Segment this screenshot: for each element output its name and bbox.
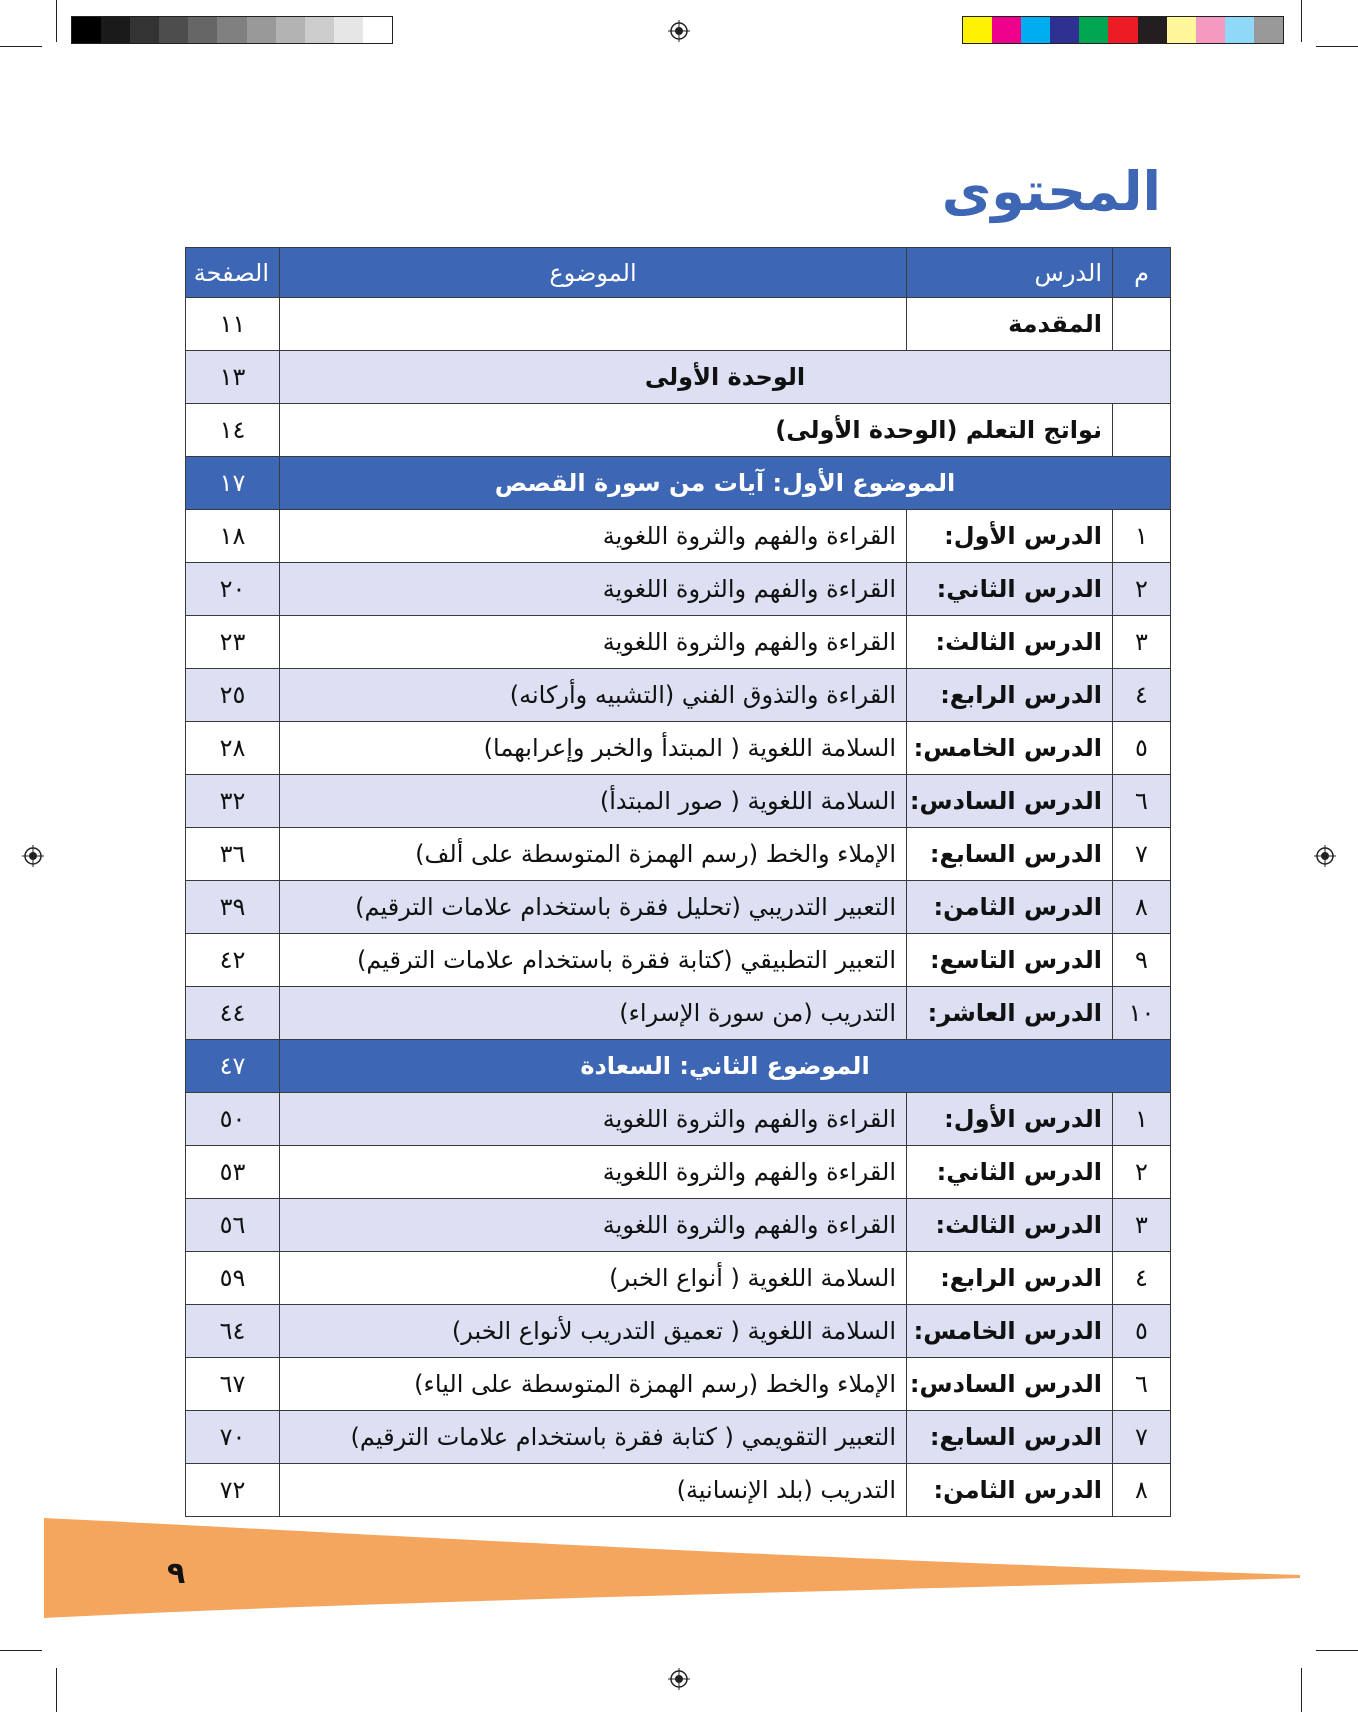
table-row (186, 404, 1171, 457)
lesson-name: الدرس الأول: (907, 510, 1113, 563)
page-ref: ٥٩ (186, 1252, 280, 1305)
lesson-name: الدرس الخامس: (907, 1305, 1113, 1358)
page-ref: ٣٢ (186, 775, 280, 828)
table-row (186, 1199, 1171, 1252)
page-number: ٩ (167, 1556, 186, 1591)
lesson-name: المقدمة (907, 298, 1113, 351)
lesson-name: الدرس الثاني: (907, 1146, 1113, 1199)
lesson-topic: السلامة اللغوية ( أنواع الخبر) (280, 1252, 907, 1305)
table-row (186, 828, 1171, 881)
table-row (186, 1093, 1171, 1146)
lesson-name: الدرس الخامس: (907, 722, 1113, 775)
page-ref: ٣٩ (186, 881, 280, 934)
lesson-name: الدرس السادس: (907, 1358, 1113, 1411)
lesson-topic: الإملاء والخط (رسم الهمزة المتوسطة على ألف) (280, 828, 907, 881)
lesson-name: الدرس العاشر: (907, 987, 1113, 1040)
table-row (186, 987, 1171, 1040)
contents-table (185, 247, 1171, 1517)
lesson-topic: التعبير التقويمي ( كتابة فقرة باستخدام علامات الترقيم) (280, 1411, 907, 1464)
page-ref: ٣٦ (186, 828, 280, 881)
page-ref: ٢٠ (186, 563, 280, 616)
lesson-name: الدرس السادس: (907, 775, 1113, 828)
page-ref: ٥٠ (186, 1093, 280, 1146)
lesson-topic: القراءة والفهم والثروة اللغوية (280, 1199, 907, 1252)
page-ref: ٦٤ (186, 1305, 280, 1358)
crop-mark (56, 1668, 57, 1712)
page-ref: ١٧ (186, 457, 280, 510)
page-ref: ٢٥ (186, 669, 280, 722)
crop-mark (1316, 46, 1358, 47)
table-row (186, 563, 1171, 616)
lesson-name: الدرس الثاني: (907, 563, 1113, 616)
page-ref: ٤٢ (186, 934, 280, 987)
table-row (186, 1146, 1171, 1199)
lesson-number: ١ (1113, 1093, 1171, 1146)
lesson-name: الدرس الثامن: (907, 881, 1113, 934)
crop-mark (0, 1650, 42, 1651)
page-ref: ١١ (186, 298, 280, 351)
lesson-number: ٤ (1113, 1252, 1171, 1305)
table-row (186, 1040, 1171, 1093)
lesson-number: ٨ (1113, 881, 1171, 934)
section-title: نواتج التعلم (الوحدة الأولى) (280, 404, 1113, 457)
lesson-number: ٩ (1113, 934, 1171, 987)
table-row (186, 1358, 1171, 1411)
crop-mark (1316, 1650, 1358, 1651)
lesson-name: الدرس الثالث: (907, 1199, 1113, 1252)
page-ref: ٤٧ (186, 1040, 280, 1093)
lesson-number: ٧ (1113, 828, 1171, 881)
page-ref: ٤٤ (186, 987, 280, 1040)
lesson-number: ٢ (1113, 1146, 1171, 1199)
table-row (186, 616, 1171, 669)
lesson-topic: التعبير التطبيقي (كتابة فقرة باستخدام علامات الترقيم) (280, 934, 907, 987)
table-row (186, 1305, 1171, 1358)
lesson-name: الدرس السابع: (907, 1411, 1113, 1464)
registration-mark-icon (22, 845, 44, 867)
lesson-topic: القراءة والفهم والثروة اللغوية (280, 616, 907, 669)
lesson-number: ١ (1113, 510, 1171, 563)
crop-mark (1301, 1668, 1302, 1712)
registration-mark-icon (668, 20, 690, 42)
table-row (186, 669, 1171, 722)
unit-title: الوحدة الأولى (280, 351, 1171, 404)
footer-swoosh-decoration (0, 1500, 1358, 1630)
crop-mark (56, 0, 57, 42)
page-ref: ٥٦ (186, 1199, 280, 1252)
page-ref: ٢٣ (186, 616, 280, 669)
table-row (186, 457, 1171, 510)
lesson-name: الدرس الرابع: (907, 669, 1113, 722)
table-header-row (186, 248, 1171, 298)
topic-title: الموضوع الأول: آيات من سورة القصص (280, 457, 1171, 510)
header-page: الصفحة (186, 248, 280, 298)
lesson-topic: السلامة اللغوية ( تعميق التدريب لأنواع الخبر) (280, 1305, 907, 1358)
lesson-name: الدرس الأول: (907, 1093, 1113, 1146)
lesson-number: ٣ (1113, 616, 1171, 669)
page-ref: ٦٧ (186, 1358, 280, 1411)
lesson-topic: القراءة والفهم والثروة اللغوية (280, 510, 907, 563)
table-row (186, 934, 1171, 987)
crop-mark (1301, 0, 1302, 42)
lesson-topic: القراءة والفهم والثروة اللغوية (280, 1093, 907, 1146)
page-ref: ٧٢ (186, 1464, 280, 1517)
lesson-topic: التعبير التدريبي (تحليل فقرة باستخدام علامات الترقيم) (280, 881, 907, 934)
lesson-topic: التدريب (بلد الإنسانية) (280, 1464, 907, 1517)
lesson-name: الدرس التاسع: (907, 934, 1113, 987)
table-row (186, 775, 1171, 828)
lesson-number: ٦ (1113, 1358, 1171, 1411)
lesson-topic: القراءة والفهم والثروة اللغوية (280, 1146, 907, 1199)
crop-mark (0, 46, 42, 47)
page-ref: ١٣ (186, 351, 280, 404)
topic-title: الموضوع الثاني: السعادة (280, 1040, 1171, 1093)
page-ref: ٢٨ (186, 722, 280, 775)
table-row (186, 351, 1171, 404)
page-ref: ١٨ (186, 510, 280, 563)
lesson-name: الدرس الرابع: (907, 1252, 1113, 1305)
lesson-topic: القراءة والتذوق الفني (التشبيه وأركانه) (280, 669, 907, 722)
page-title: المحتوى (941, 160, 1161, 223)
lesson-number: ٧ (1113, 1411, 1171, 1464)
lesson-topic: السلامة اللغوية ( المبتدأ والخبر وإعرابهما) (280, 722, 907, 775)
lesson-number: ٤ (1113, 669, 1171, 722)
lesson-number (1113, 298, 1171, 351)
header-topic: الموضوع (280, 248, 907, 298)
lesson-number: ٥ (1113, 1305, 1171, 1358)
lesson-number: ١٠ (1113, 987, 1171, 1040)
registration-mark-icon (1314, 845, 1336, 867)
lesson-name: الدرس الثامن: (907, 1464, 1113, 1517)
table-row (186, 1252, 1171, 1305)
table-row (186, 722, 1171, 775)
lesson-topic: التدريب (من سورة الإسراء) (280, 987, 907, 1040)
empty-cell (1113, 404, 1171, 457)
page-ref: ١٤ (186, 404, 280, 457)
table-row (186, 298, 1171, 351)
lesson-number: ٥ (1113, 722, 1171, 775)
lesson-topic: الإملاء والخط (رسم الهمزة المتوسطة على الياء) (280, 1358, 907, 1411)
registration-mark-icon (668, 1668, 690, 1690)
table-row (186, 510, 1171, 563)
grayscale-calibration-bar (71, 16, 393, 44)
table-row (186, 881, 1171, 934)
color-calibration-bar (962, 16, 1284, 44)
lesson-number: ٨ (1113, 1464, 1171, 1517)
lesson-topic: السلامة اللغوية ( صور المبتدأ) (280, 775, 907, 828)
lesson-number: ٣ (1113, 1199, 1171, 1252)
page-ref: ٧٠ (186, 1411, 280, 1464)
lesson-name: الدرس الثالث: (907, 616, 1113, 669)
header-num: م (1113, 248, 1171, 298)
lesson-topic (280, 298, 907, 351)
lesson-number: ٢ (1113, 563, 1171, 616)
header-lesson: الدرس (907, 248, 1113, 298)
lesson-number: ٦ (1113, 775, 1171, 828)
lesson-name: الدرس السابع: (907, 828, 1113, 881)
page-ref: ٥٣ (186, 1146, 280, 1199)
table-row (186, 1411, 1171, 1464)
lesson-topic: القراءة والفهم والثروة اللغوية (280, 563, 907, 616)
